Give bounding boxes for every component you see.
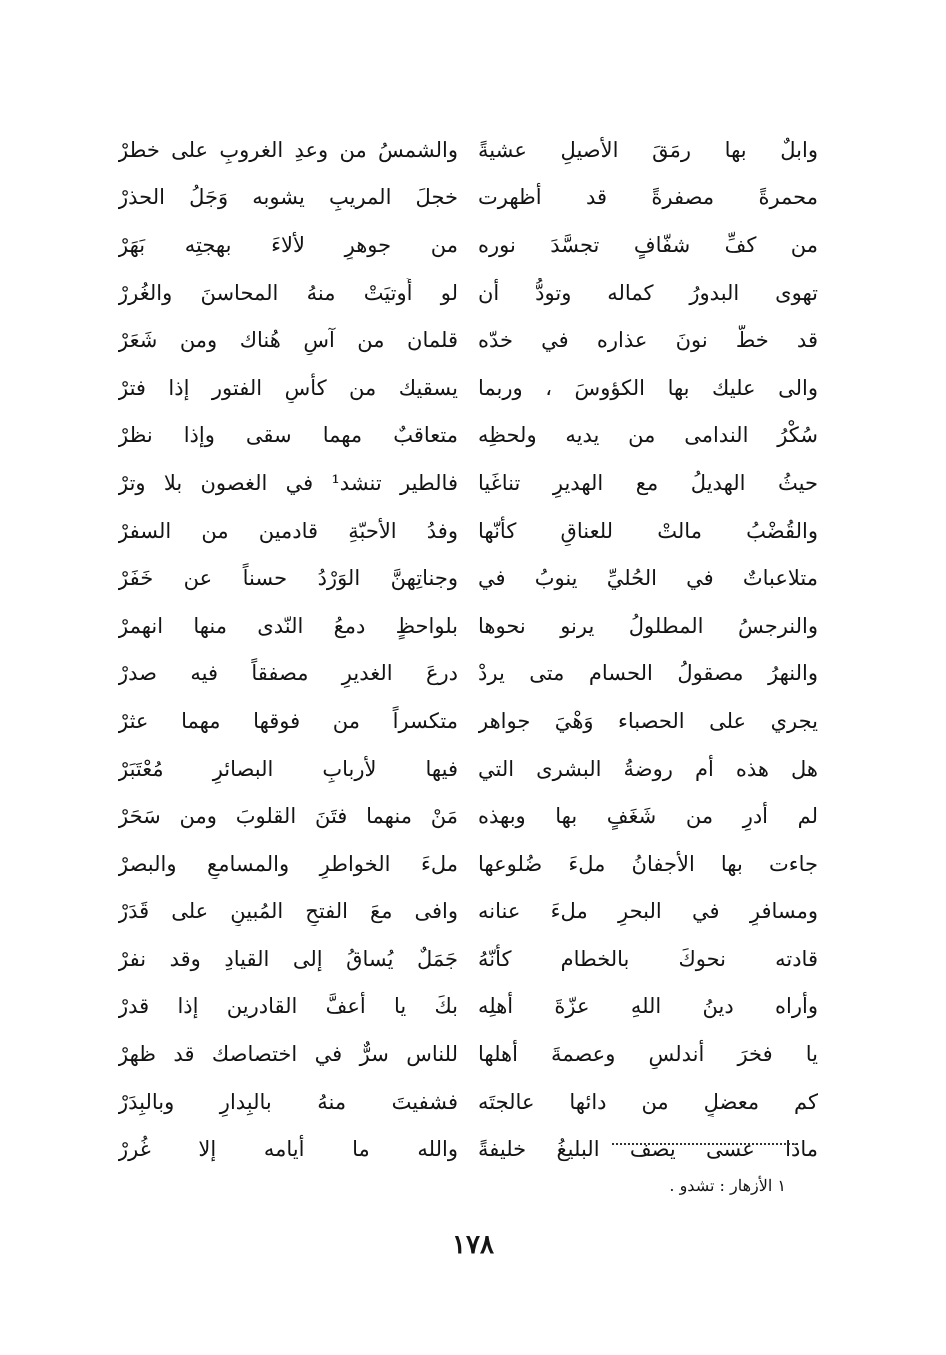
verse-first-hemistich: جاءت بها الأجفانُ ملءَ ضُلوعها: [478, 851, 818, 876]
verse-first-hemistich: قد خطَّ نونَ عذاره في خدّه: [478, 328, 818, 353]
verse-second-hemistich: مَنْ منهما فتَنَ القلوبَ ومن سَحَرْ: [118, 804, 458, 829]
poem-body: [118, 126, 818, 1173]
verse-line: [118, 602, 818, 650]
verse-second-hemistich: والله ما أيامه إلا غُررْ: [118, 1137, 458, 1162]
verse-line: [118, 840, 818, 888]
verse-first-hemistich: حيثُ الهديلُ مع الهديرِ تناغَيا: [478, 470, 818, 495]
verse-first-hemistich: هل هذه أم روضةُ البشرى التي: [478, 756, 818, 781]
verse-line: [118, 697, 818, 745]
verse-first-hemistich: والنهرُ مصقولُ الحسام متى يردْ: [478, 661, 818, 686]
verse-first-hemistich: والنرجسُ المطلولُ يرنو نحوها: [478, 613, 818, 638]
verse-first-hemistich: كم معضلٍ من دائها عالجتَه: [478, 1089, 818, 1114]
verse-line: [118, 412, 818, 460]
verse-second-hemistich: وافى معَ الفتحِ المُبينِ على قَدَرْ: [118, 899, 458, 924]
verse-line: [118, 269, 818, 317]
verse-second-hemistich: يسقيك من كأسِ الفتور إذا فترْ: [118, 375, 458, 400]
verse-second-hemistich: جَمَلٌ يُساقُ إلى القيادِ وقد نفرْ: [118, 946, 458, 971]
verse-line: [118, 745, 818, 793]
verse-first-hemistich: والقُضْبُ مالتْ للعناقِ كأنّها: [478, 518, 818, 543]
verse-line: [118, 221, 818, 269]
verse-line: [118, 459, 818, 507]
verse-line: [118, 792, 818, 840]
verse-first-hemistich: متلاعباتٌ في الحُليِّ ينوبُ في: [478, 566, 818, 591]
verse-line: [118, 1030, 818, 1078]
verse-first-hemistich: تهوى البدورُ كماله وتودُّ أن: [478, 280, 818, 305]
verse-line: [118, 935, 818, 983]
verse-first-hemistich: محمرةً مصفرةً قد أظهرت: [478, 185, 818, 210]
verse-line: [118, 126, 818, 174]
verse-second-hemistich: وجناتِهنَّ الوَرْدُ حسناً عن خَفَرْ: [118, 566, 458, 591]
verse-second-hemistich: خجلَ المريبِ يشوبه وَجَلُ الحذرْ: [118, 185, 458, 210]
verse-first-hemistich: والى عليك بها الكؤوسَ ، وربما: [478, 375, 818, 400]
verse-line: [118, 174, 818, 222]
verse-second-hemistich: درعَ الغديرِ مصفقاً فيه صدرْ: [118, 661, 458, 686]
verse-second-hemistich: من جوهرٍ لألاءَ بهجتِه بَهَرْ: [118, 232, 458, 257]
verse-first-hemistich: يجري على الحصباء وَهْيَ جواهر: [478, 708, 818, 733]
verse-line: [118, 983, 818, 1031]
verse-first-hemistich: وأراه دينُ اللهِ عزّةَ أهلِه: [478, 994, 818, 1019]
verse-first-hemistich: يا فخرَ أندلسٍ وعصمةَ أهلها: [478, 1042, 818, 1067]
verse-second-hemistich: فالطير تنشد¹ في الغصون بلا وترْ: [118, 470, 458, 495]
verse-first-hemistich: من كفِّ شفّافٍ تجسَّدَ نوره: [478, 232, 818, 257]
page-number: ١٧٨: [452, 1230, 494, 1260]
verse-first-hemistich: وابلٌ بها رمَقَ الأصيلِ عشيةً: [478, 137, 818, 162]
verse-first-hemistich: لم أدرِ من شَغَفٍ بها وبهذه: [478, 804, 818, 829]
verse-line: [118, 316, 818, 364]
footnote-divider: [612, 1143, 798, 1145]
footnote: ١ الأزهار : تشدو .: [669, 1176, 786, 1195]
verse-line: [118, 650, 818, 698]
verse-second-hemistich: بكَ يا أعفَّ القادرين إذا قدرْ: [118, 994, 458, 1019]
verse-second-hemistich: قلمان من آسٍ هُناك ومن شَعَرْ: [118, 328, 458, 353]
verse-line: [118, 554, 818, 602]
verse-line: [118, 1078, 818, 1126]
verse-first-hemistich: ومسافرٍ في البحرِ ملءَ عنانه: [478, 899, 818, 924]
verse-line: [118, 507, 818, 555]
verse-line: [118, 1125, 818, 1173]
verse-second-hemistich: فشفيتَ منهُ بالبِدارِ وبالبِدَرْ: [118, 1089, 458, 1114]
verse-first-hemistich: قادته نحوكَ بالخطام كأنّهُ: [478, 946, 818, 971]
verse-second-hemistich: فيها لأربابِ البصائرِ مُعْتَبَرْ: [118, 756, 458, 781]
verse-second-hemistich: وفدُ الأحبّةِ قادمين من السفرْ: [118, 518, 458, 543]
verse-second-hemistich: متكسراً من فوقها مهما عثرْ: [118, 708, 458, 733]
verse-second-hemistich: ملءَ الخواطرِ والمسامعِ والبصرْ: [118, 851, 458, 876]
verse-line: [118, 888, 818, 936]
verse-second-hemistich: لو أُوتيَتْ منهُ المحاسنَ والغُررْ: [118, 280, 458, 305]
verse-second-hemistich: متعاقبٌ مهما سقى وإذا نظرْ: [118, 423, 458, 448]
verse-first-hemistich: ماذا عسى يصف البليغُ خليفةً: [478, 1137, 818, 1162]
verse-line: [118, 364, 818, 412]
verse-second-hemistich: والشمسُ من وعدِ الغروبِ على خطرْ: [118, 137, 458, 162]
verse-first-hemistich: سُكْرُ الندامى من يديه ولحظِه: [478, 423, 818, 448]
verse-second-hemistich: بلواحظٍ دمعُ النّدى منها انهمرْ: [118, 613, 458, 638]
verse-second-hemistich: للناس سرٌّ في اختصاصك قد ظهرْ: [118, 1042, 458, 1067]
